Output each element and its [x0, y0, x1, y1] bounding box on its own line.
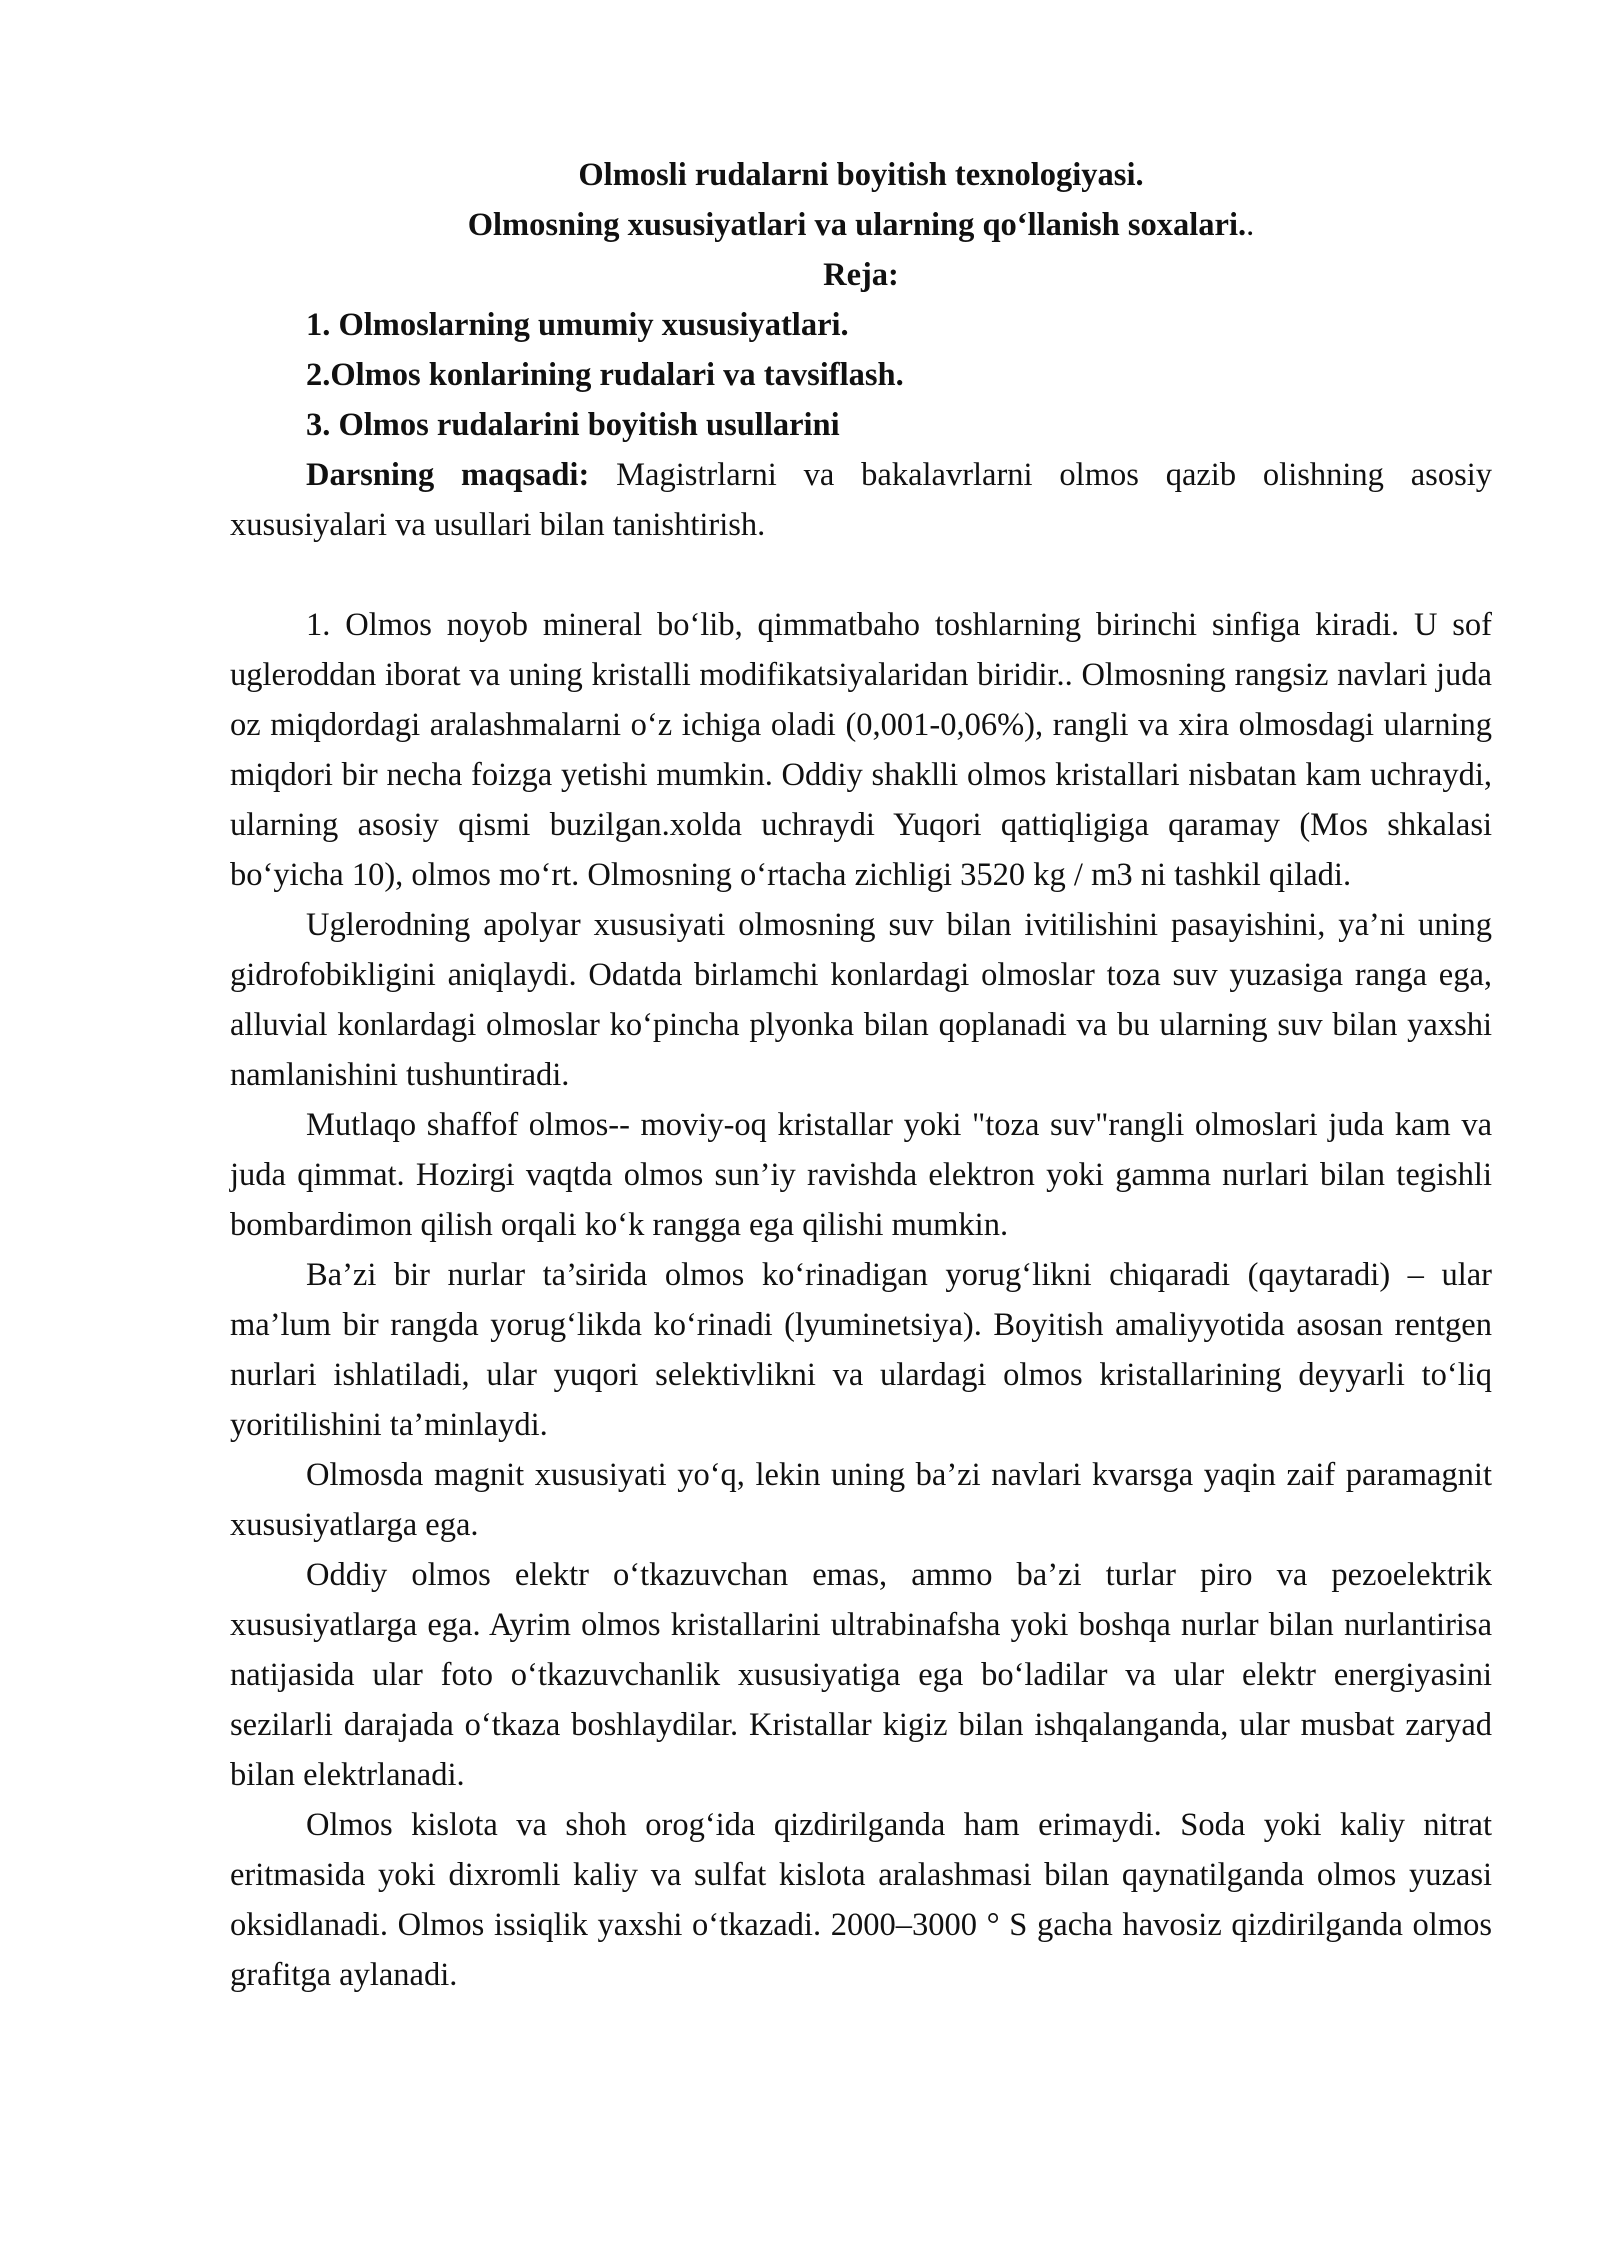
plan-heading: [230, 250, 1492, 300]
body-paragraph-5: Olmosda magnit xususiyati yo‘q, lekin uning ba’zi navlari kvarsga yaqin zaif paramagnit xususiyatlarga ega.: [230, 1457, 1492, 1543]
body-paragraph-4: Ba’zi bir nurlar ta’sirida olmos ko‘rinadigan yorug‘likni chiqaradi (qaytaradi) – ular ma’lum bir rangda yorug‘likda ko‘rinadi (lyuminetsiya). Boyitish amaliyyotida asosan rentgen nurlari ishlatiladi, ular yuqori selektivlikni va ulardagi olmos kristallarining deyyarli to‘liq yoritilishini ta’minlaydi.: [230, 1257, 1492, 1443]
document-title: [230, 150, 1492, 200]
body-paragraph-1: 1. Olmos noyob mineral bo‘lib, qimmatbaho toshlarning birinchi sinfiga kiradi. U sof ugleroddan iborat va uning kristalli modifikatsiyalaridan biridir.. Olmosning rangsiz navlari juda oz miqdordagi aralashmalarni o‘z ichiga oladi (0,001-0,06%), rangli va xira olmosdagi ularning miqdori bir necha foizga yetishi mumkin. Oddiy shaklli olmos kristallari nisbatan kam uchraydi, ularning asosiy qismi buzilgan.xolda uchraydi Yuqori qattiqligiga qaramay (Mos shkalasi bo‘yicha 10), olmos mo‘rt. Olmosning o‘rtacha zichligi 3520 kg / m3 ni tashkil qiladi.: [230, 607, 1492, 893]
body-paragraph-6: Oddiy olmos elektr o‘tkazuvchan emas, ammo ba’zi turlar piro va pezoelektrik xususiyatlarga ega. Ayrim olmos kristallarini ultrabinafsha yoki boshqa nurlar bilan nurlantirisa natijasida ular foto o‘tkazuvchanlik xususiyatiga ega bo‘ladilar va ular elektr energiyasini sezilarli darajada o‘tkaza boshlaydilar. Kristallar kigiz bilan ishqalanganda, ular musbat zaryad bilan elektrlanadi.: [230, 1557, 1492, 1793]
document-subtitle-suffix: .: [1246, 207, 1255, 243]
section-spacer: [230, 550, 1492, 600]
lesson-goal-label: Darsning maqsadi:: [306, 457, 590, 493]
body-paragraph-7: Olmos kislota va shoh orog‘ida qizdirilganda ham erimaydi. Soda yoki kaliy nitrat eritmasida yoki dixromli kaliy va sulfat kislota aralashmasi bilan qaynatilganda olmos yuzasi oksidlanadi. Olmos issiqlik yaxshi o‘tkazadi. 2000–3000 ° S gacha havosiz qizdirilganda olmos grafitga aylanadi.: [230, 1807, 1492, 1993]
document-subtitle-text: Olmosning xususiyatlari va ularning qo‘llanish soxalari.: [467, 207, 1247, 243]
body-paragraph-3: Mutlaqo shaffof olmos-- moviy-oq kristallar yoki "toza suv"rangli olmoslari juda kam va juda qimmat. Hozirgi vaqtda olmos sun’iy ravishda elektron yoki gamma nurlari bilan tegishli bombardimon qilish orqali ko‘k rangga ega qilishi mumkin.: [230, 1107, 1492, 1243]
document-page: [230, 150, 1492, 2000]
lesson-goal-text: Magistrlarni va bakalavrlarni olmos qazib olishning asosiy xususiyalari va usullari bilan tanishtirish.: [230, 457, 1493, 543]
plan-heading-text: Reja:: [823, 257, 899, 293]
body-paragraph-2: Uglerodning apolyar xususiyati olmosning suv bilan ivitilishini pasayishini, ya’ni uning gidrofobikligini aniqlaydi. Odatda birlamchi konlardagi olmoslar toza suv yuzasiga ranga ega, alluvial konlardagi olmoslar ko‘pincha plyonka bilan qoplanadi va bu ularning suv bilan yaxshi namlanishini tushuntiradi.: [230, 907, 1492, 1093]
plan-item-1: 1. Olmoslarning umumiy xususiyatlari.: [306, 307, 849, 343]
plan-item-3: 3. Olmos rudalarini boyitish usullarini: [306, 407, 840, 443]
document-title-text: Olmosli rudalarni boyitish texnologiyasi.: [578, 157, 1144, 193]
document-subtitle: [230, 200, 1492, 250]
plan-item-2: 2.Olmos konlarining rudalari va tavsiflash.: [306, 357, 904, 393]
lesson-goal: [230, 450, 1492, 550]
